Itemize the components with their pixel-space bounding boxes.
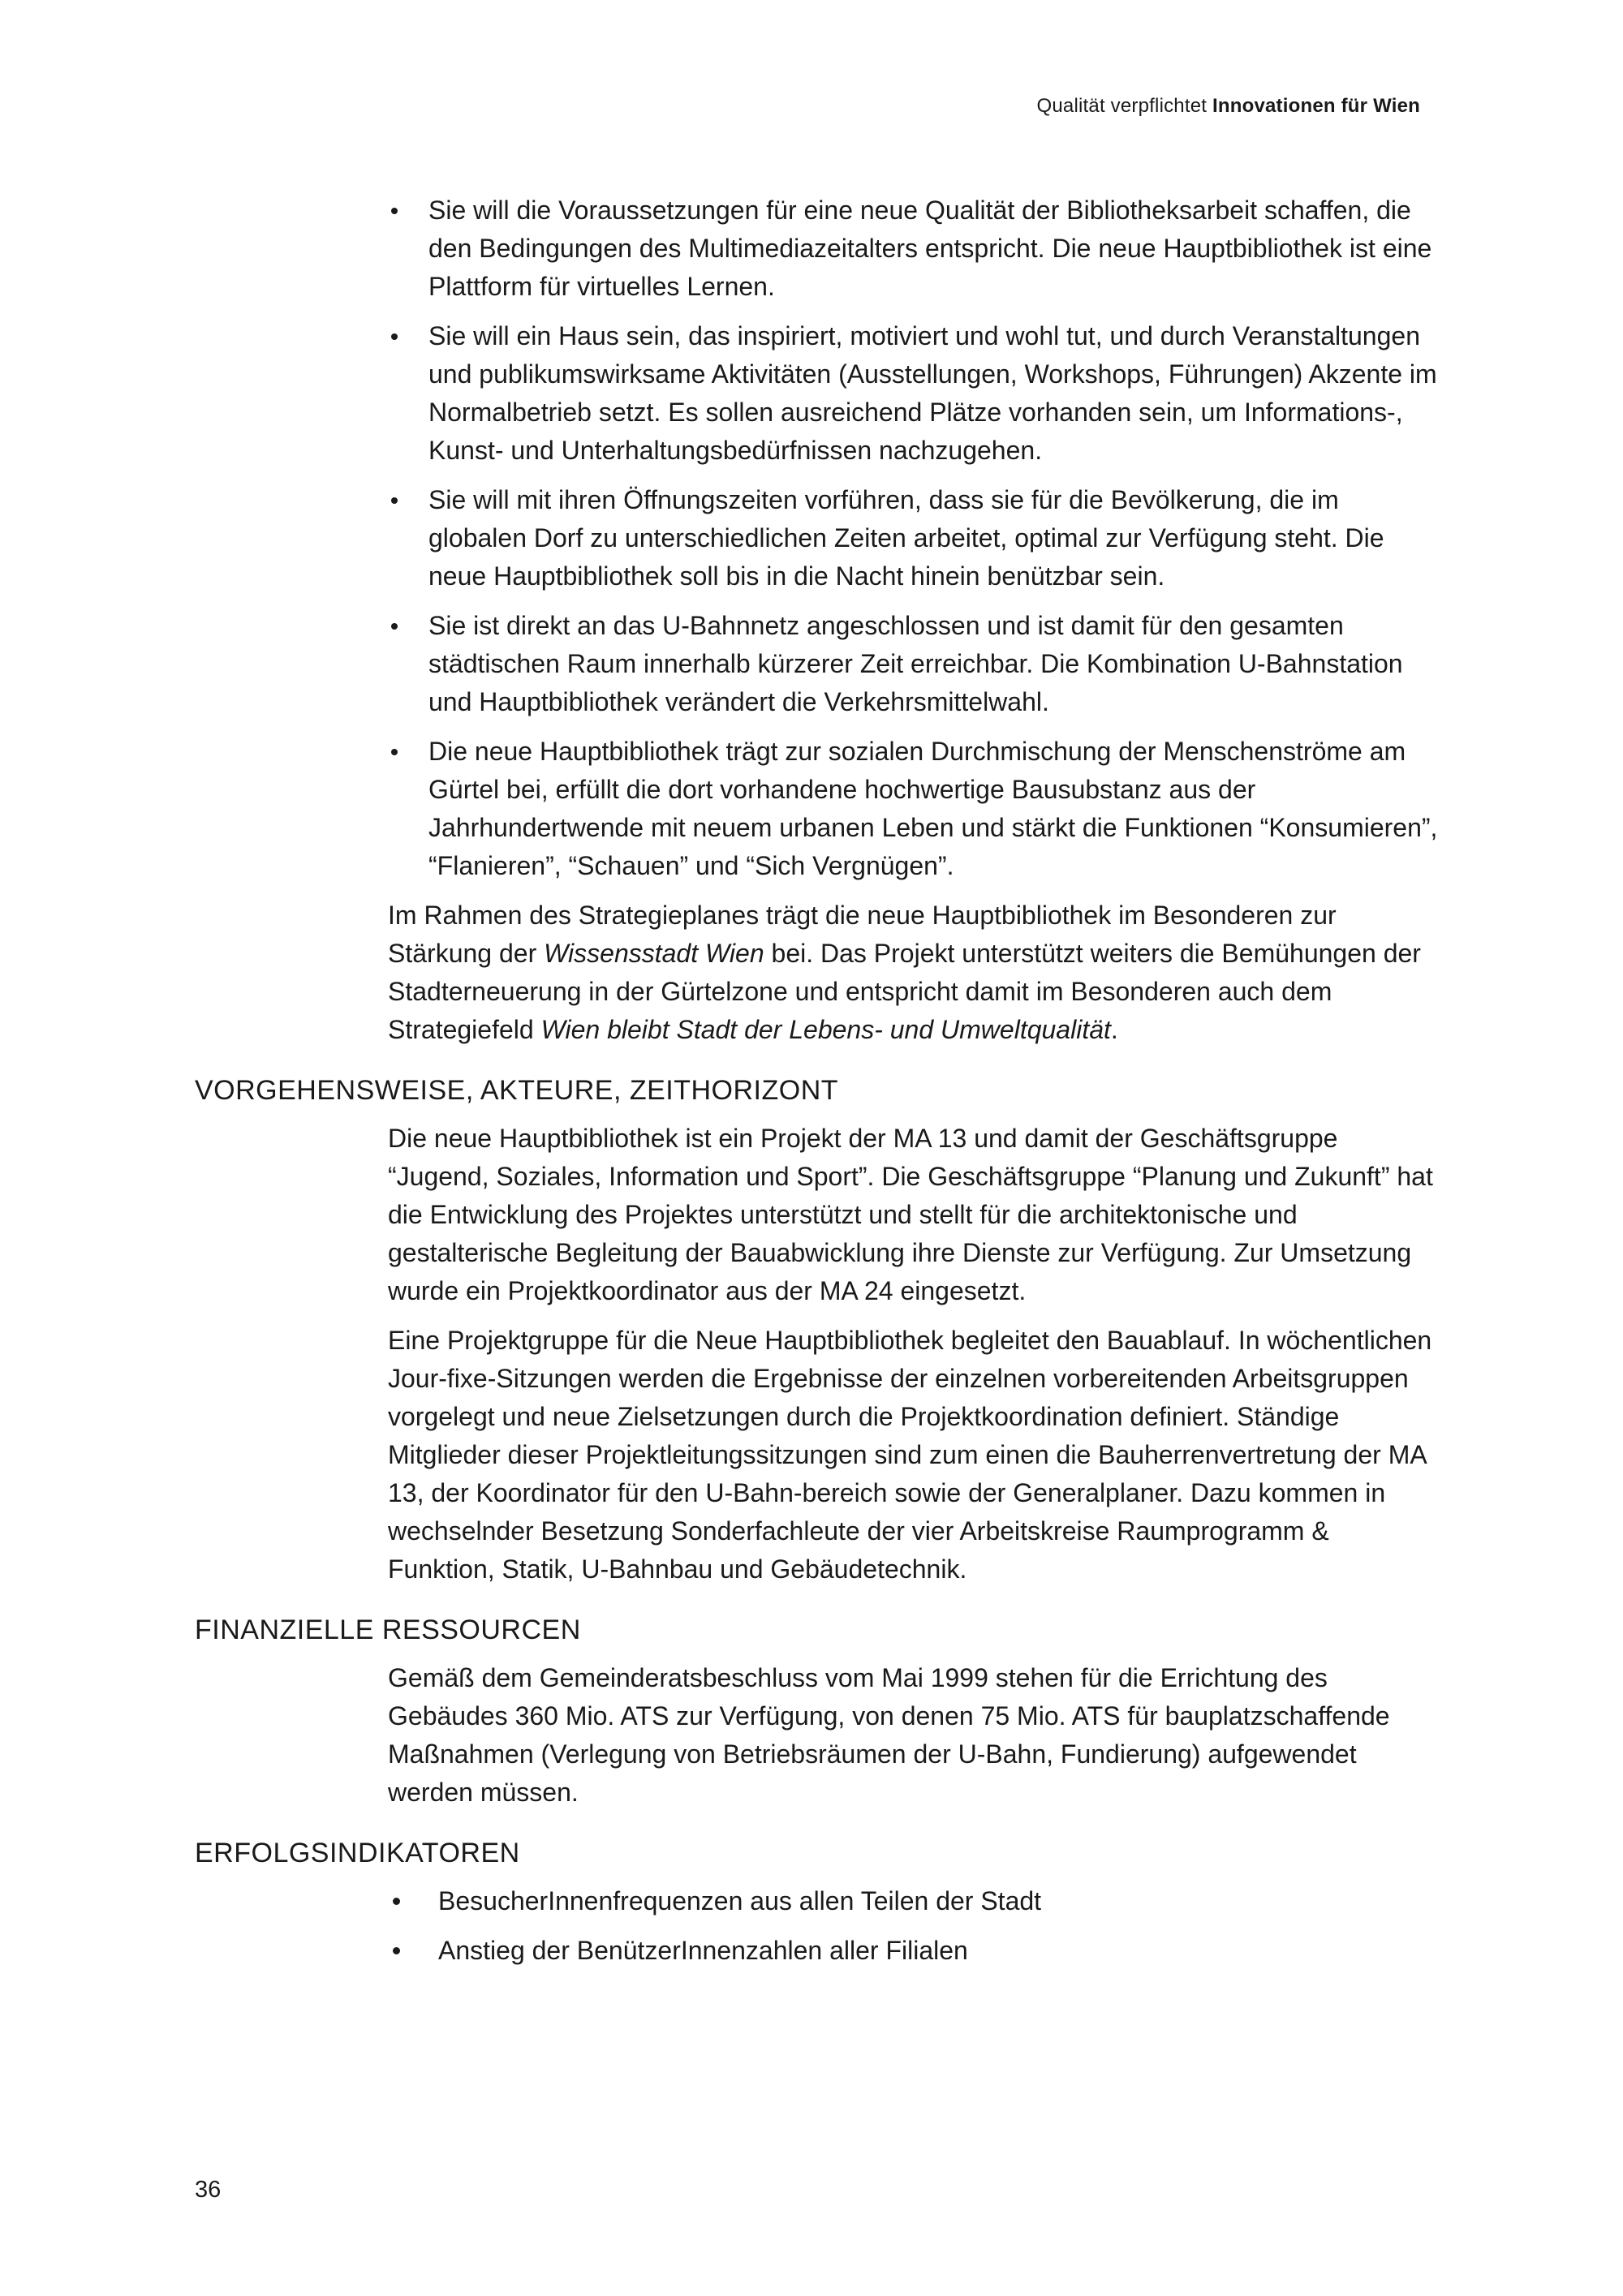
indicator-list	[388, 1882, 1443, 1970]
page-content	[195, 191, 1443, 1981]
list-item: Sie will mit ihren Öffnungszeiten vorführen, dass sie für die Bevölkerung, die im globalen Dorf zu unterschiedlichen Zeiten arbeitet, optimal zur Verfügung steht. Die neue Hauptbibliothek soll bis in die Nacht hinein benützbar sein.	[388, 481, 1443, 595]
bullet-icon	[393, 1898, 400, 1905]
bullet-icon	[391, 208, 398, 214]
header-title: Innovationen für Wien	[1212, 95, 1420, 117]
section-heading-finanzen: FINANZIELLE RESSOURCEN	[195, 1615, 581, 1645]
list-item: Die neue Hauptbibliothek trägt zur sozialen Durchmischung der Menschenströme am Gürtel bei, erfüllt die dort vorhandene hochwertige Bausubstanz aus der Jahrhundertwende mit neuem urbanen Leben und stärkt die Funktionen “Konsumieren”, “Flanieren”, “Schauen” und “Sich Vergnügen”.	[388, 733, 1443, 885]
strategy-field-wissensstadt: Wissensstadt Wien	[544, 939, 764, 968]
paragraph: Eine Projektgruppe für die Neue Hauptbibliothek begleitet den Bauablauf. In wöchentlichen Jour-fixe-Sitzungen werden die Ergebnisse der einzelnen vorbereitenden Arbeitsgruppen vorgelegt und neue Zielsetzungen durch die Projektkoordination definiert. Ständige Mitglieder dieser Projektleitungssitzungen sind zum einen die Bauherrenvertretung der MA 13, der Koordinator für den U-Bahn-bereich sowie der Generalplaner. Dazu kommen in wechselnder Besetzung Sonderfachleute der vier Arbeitskreise Raumprogramm & Funktion, Statik, U-Bahnbau und Gebäudetechnik.	[388, 1326, 1432, 1584]
paragraph: Gemäß dem Gemeinderatsbeschluss vom Mai 1999 stehen für die Errichtung des Gebäudes 360 Mio. ATS zur Verfügung, von denen 75 Mio. ATS für bauplatzschaffende Maßnahmen (Verlegung von Betriebsräumen der U-Bahn, Fundierung) aufgewendet werden müssen.	[388, 1663, 1390, 1807]
strategy-paragraph: Im Rahmen des Strategieplanes trägt die neue Hauptbibliothek im Besonderen zur Stärkung der Wissensstadt Wien bei. Das Projekt unterstützt weiters die Bemühungen der Stadterneuerung in der Gürtelzone und entspricht damit im Besonderen auch dem Strategiefeld Wien bleibt Stadt der Lebens- und Umweltqualität.	[388, 901, 1421, 1044]
strategy-field-lebensqualitaet: Wien bleibt Stadt der Lebens- und Umweltqualität	[540, 1015, 1111, 1044]
bullet-icon	[391, 333, 398, 340]
bullet-icon	[391, 497, 398, 504]
running-header	[1037, 95, 1421, 118]
paragraph: Die neue Hauptbibliothek ist ein Projekt der MA 13 und damit der Geschäftsgruppe “Jugend, Soziales, Information und Sport”. Die Geschäftsgruppe “Planung und Zukunft” hat die Entwicklung des Projektes unterstützt und stellt für die architektonische und gestalterische Begleitung der Bauabwicklung ihre Dienste zur Verfügung. Zur Umsetzung wurde ein Projektkoordinator aus der MA 24 eingesetzt.	[388, 1124, 1433, 1305]
header-prefix: Qualität verpflichtet	[1036, 95, 1208, 117]
list-item: Sie ist direkt an das U-Bahnnetz angeschlossen und ist damit für den gesamten städtischen Raum innerhalb kürzerer Zeit erreichbar. Die Kombination U-Bahnstation und Hauptbibliothek verändert die Verkehrsmittelwahl.	[388, 607, 1443, 721]
bullet-icon	[391, 623, 398, 630]
bullet-icon	[391, 749, 398, 755]
goals-list	[388, 191, 1443, 885]
bullet-icon	[393, 1947, 400, 1954]
section-heading-vorgehensweise: VORGEHENSWEISE, AKTEURE, ZEITHORIZONT	[195, 1075, 839, 1106]
section-heading-erfolg: ERFOLGSINDIKATOREN	[195, 1838, 520, 1868]
list-item: Anstieg der BenützerInnenzahlen aller Filialen	[388, 1932, 1443, 1970]
list-item: Sie will ein Haus sein, das inspiriert, motiviert und wohl tut, und durch Veranstaltungen und publikumswirksame Aktivitäten (Ausstellungen, Workshops, Führungen) Akzente im Normalbetrieb setzt. Es sollen ausreichend Plätze vorhanden sein, um Informations-, Kunst- und Unterhaltungsbedürfnissen nachzugehen.	[388, 317, 1443, 470]
page-number: 36	[195, 2177, 222, 2203]
list-item: BesucherInnenfrequenzen aus allen Teilen der Stadt	[388, 1882, 1443, 1920]
list-item: Sie will die Voraussetzungen für eine neue Qualität der Bibliotheksarbeit schaffen, die den Bedingungen des Multimediazeitalters entspricht. Die neue Hauptbibliothek ist eine Plattform für virtuelles Lernen.	[388, 191, 1443, 306]
